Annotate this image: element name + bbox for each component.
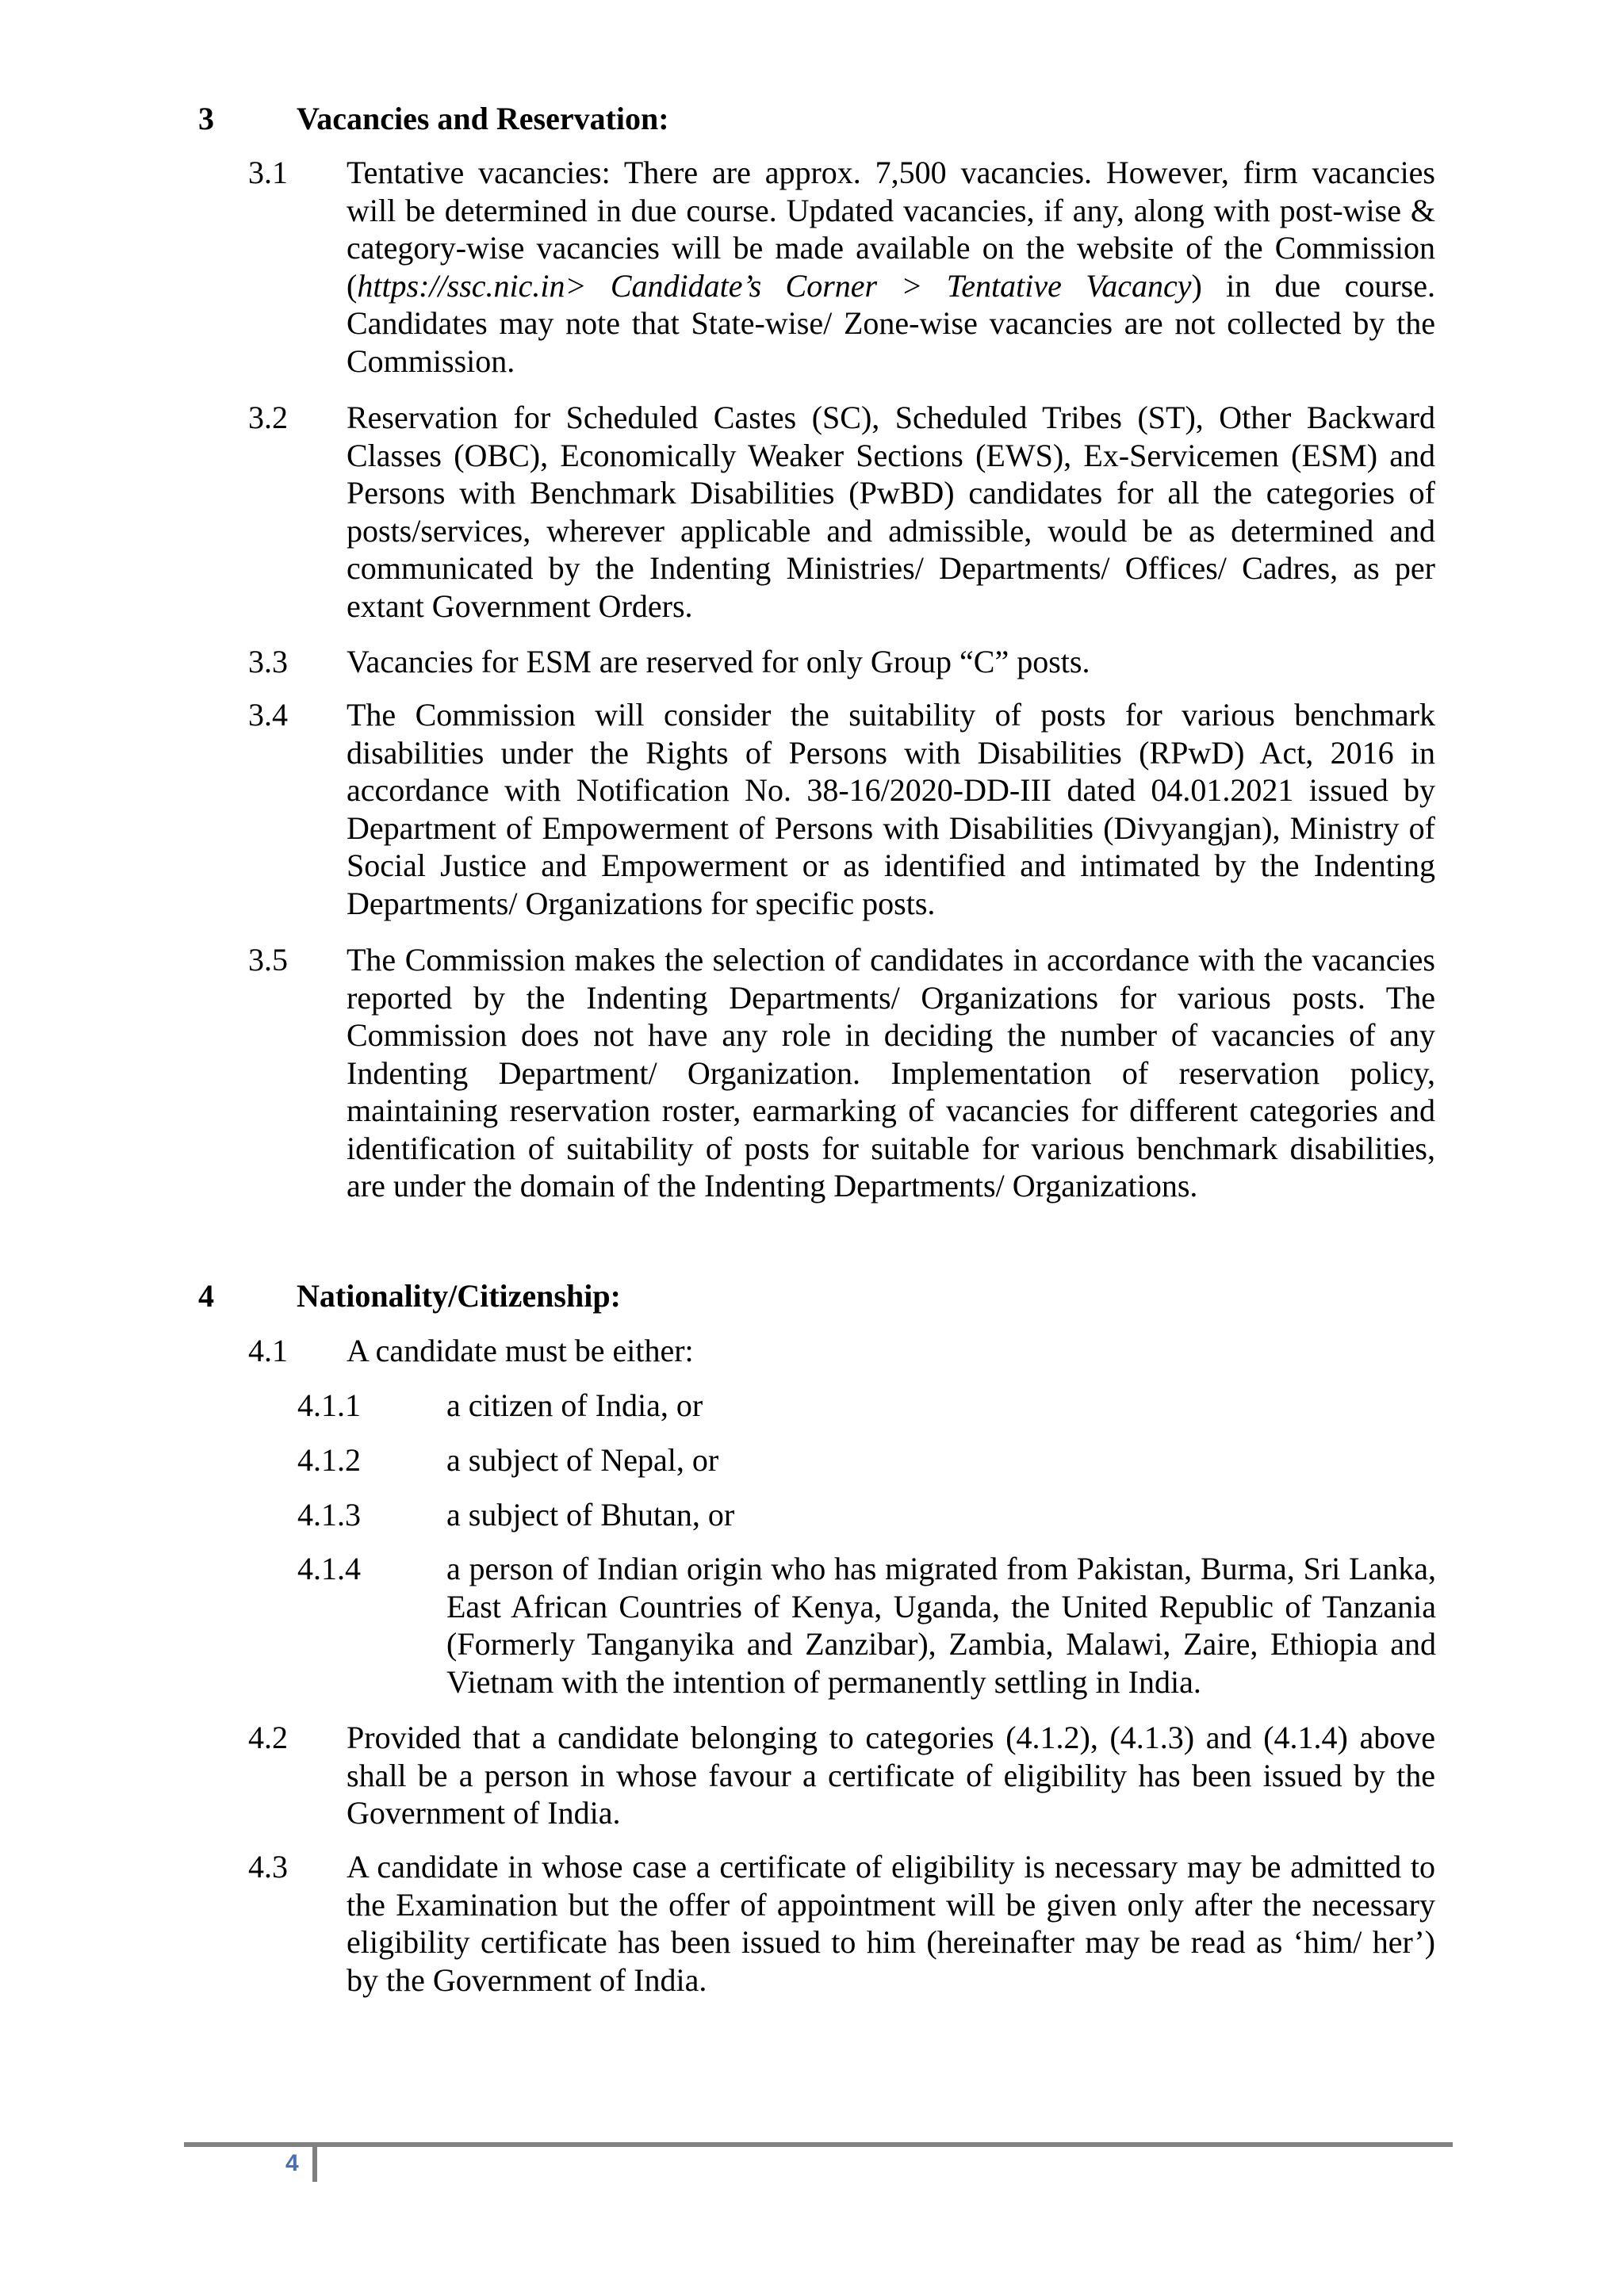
clause [248, 696, 1438, 926]
clause-number: 3.3 [248, 644, 288, 679]
section-heading [198, 100, 1467, 138]
clause-number: 4.3 [248, 1849, 288, 1885]
clause-text: Tentative vacancies: There are approx. 7,500 vacancies. However, firm vacancies will be determined in due course. Updated vacancies, if any, along with post-wise & category-wise vacancies will be made available on the website of the Commission (https://ssc.nic.in> Candidate’s Corner > Tentative Vacancy) in due course. Candidates may note that State-wise/ Zone-wise vacancies are not collected by the Commission. [347, 155, 1435, 379]
clause [248, 1848, 1438, 2003]
clause [248, 643, 1438, 681]
sub-clause [297, 1387, 1447, 1425]
sub-clause [297, 1550, 1447, 1705]
section-title: Nationality/Citizenship: [297, 1278, 621, 1314]
clause-number: 3.5 [248, 942, 288, 978]
clause-number: 3.1 [248, 155, 288, 190]
clause-text: The Commission will consider the suitability of posts for various benchmark disabilities under the Rights of Persons with Disabilities (RPwD) Act, 2016 in accordance with Notification No. 38-16/2020-DD-III dated 04.01.2021 issued by Department of Empowerment of Persons with Disabilities (Divyangjan), Ministry of Social Justice and Empowerment or as identified and intimated by the Indenting Departments/ Organizations for specific posts. [347, 697, 1435, 921]
clause-number: 3.4 [248, 697, 288, 733]
clause [248, 1332, 1438, 1370]
clause [248, 154, 1438, 384]
clause-number: 3.2 [248, 400, 288, 435]
sub-clause-text: a subject of Bhutan, or [446, 1497, 735, 1533]
sub-clause-number: 4.1.4 [297, 1551, 361, 1586]
section-heading [198, 1277, 1467, 1315]
section-number: 3 [198, 101, 214, 136]
clause-number: 4.2 [248, 1720, 288, 1755]
section-title: Vacancies and Reservation: [297, 101, 669, 136]
clause-text: A candidate must be either: [347, 1333, 694, 1368]
sub-clause-number: 4.1.2 [297, 1442, 361, 1478]
website-path: https://ssc.nic.in> Candidate’s Corner > Tentative Vacancy [357, 267, 1192, 304]
sub-clause-text: a person of Indian origin who has migrated from Pakistan, Burma, Sri Lanka, East African Countries of Kenya, Uganda, the United Republic of Tanzania (Formerly Tanganyika and Zanzibar), Zambia, Malawi, Zaire, Ethiopia and Vietnam with the intention of permanently settling in India. [446, 1551, 1436, 1700]
page-number: 4 [285, 2150, 299, 2176]
sub-clause [297, 1496, 1447, 1534]
clause-text: Provided that a candidate belonging to categories (4.1.2), (4.1.3) and (4.1.4) above shall be a person in whose favour a certificate of eligibility has been issued by the Government of India. [347, 1720, 1435, 1831]
clause-text: Reservation for Scheduled Castes (SC), Scheduled Tribes (ST), Other Backward Classes (OBC), Economically Weaker Sections (EWS), Ex-Servicemen (ESM) and Persons with Benchmark Disabilities (PwBD) candidates for all the categories of posts/services, wherever applicable and admissible, would be as determined and communicated by the Indenting Ministries/ Departments/ Offices/ Cadres, as per extant Government Orders. [347, 400, 1435, 624]
sub-clause-text: a subject of Nepal, or [446, 1442, 719, 1478]
clause [248, 399, 1438, 629]
footer-divider [312, 2147, 317, 2182]
section-number: 4 [198, 1278, 214, 1314]
clause-text: The Commission makes the selection of candidates in accordance with the vacancies reported by the Indenting Departments/ Organizations for various posts. The Commission does not have any role in deciding the number of vacancies of any Indenting Department/ Organization. Implementation of reservation policy, maintaining reservation roster, earmarking of vacancies for different categories and identification of suitability of posts for suitable for various benchmark disabilities, are under the domain of the Indenting Departments/ Organizations. [347, 942, 1435, 1203]
sub-clause-text: a citizen of India, or [446, 1387, 703, 1423]
sub-clause-number: 4.1.3 [297, 1497, 361, 1533]
clause-text: A candidate in whose case a certificate of eligibility is necessary may be admitted to the Examination but the offer of appointment will be given only after the necessary eligibility certificate has been issued to him (hereinafter may be read as ‘him/ her’) by the Government of India. [347, 1849, 1435, 1998]
clause-text: Vacancies for ESM are reserved for only Group “C” posts. [347, 644, 1090, 679]
clause-number: 4.1 [248, 1333, 288, 1368]
clause [248, 1719, 1438, 1834]
sub-clause-number: 4.1.1 [297, 1387, 361, 1423]
clause [248, 941, 1438, 1211]
sub-clause [297, 1441, 1447, 1479]
footer-rule [184, 2142, 1453, 2147]
